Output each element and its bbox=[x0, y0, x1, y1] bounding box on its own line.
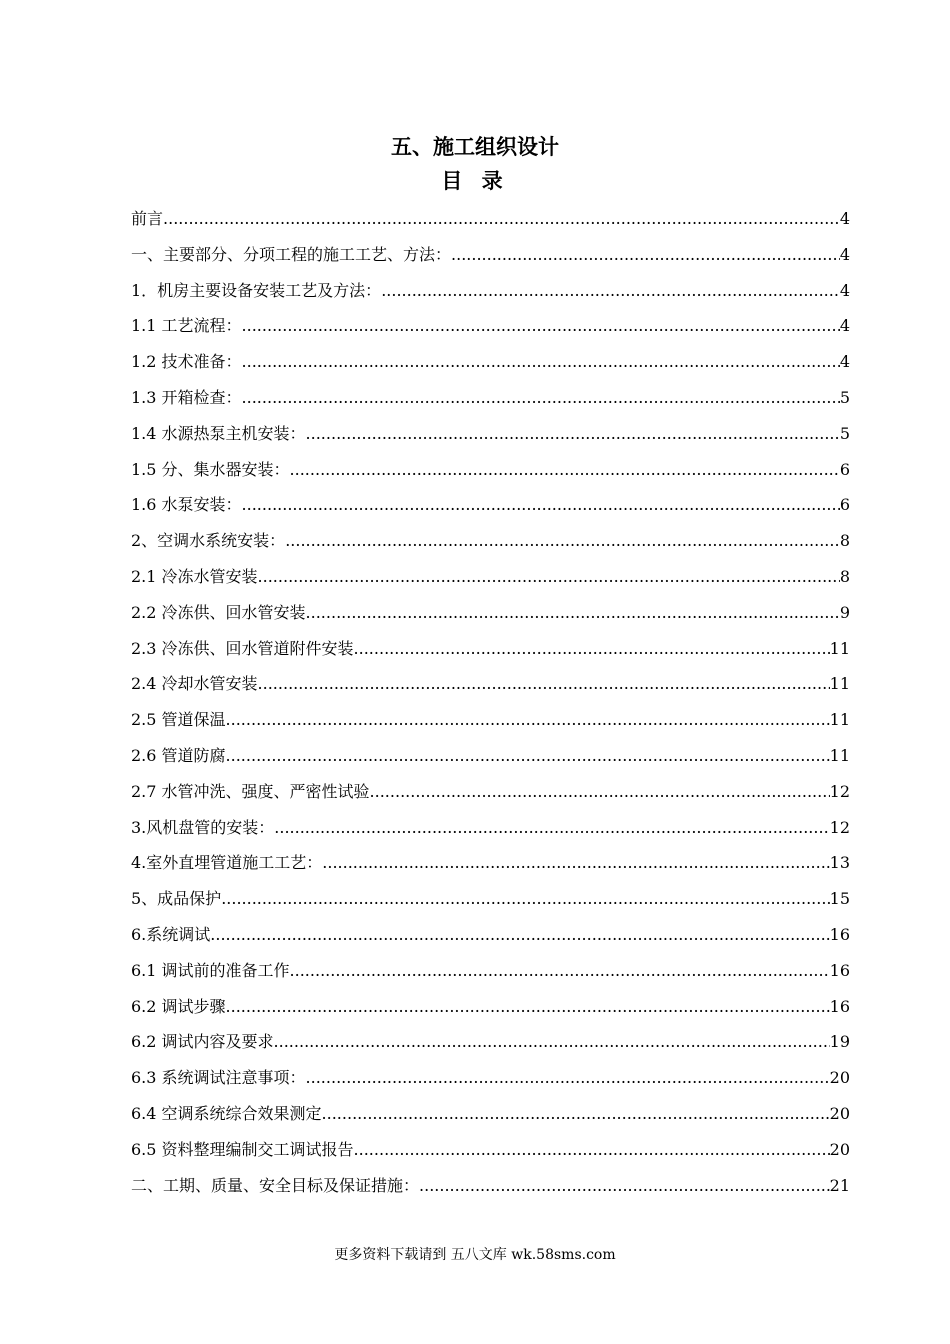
toc-dot-leader bbox=[258, 559, 840, 595]
toc-dot-leader bbox=[226, 738, 830, 774]
toc-entry-label: 6.4 空调系统综合效果测定 bbox=[131, 1103, 322, 1123]
toc-entry-label: 1.2 技术准备： bbox=[131, 352, 242, 372]
toc-entry-label: 2.6 管道防腐 bbox=[131, 745, 226, 765]
toc-entry-label: 2.7 水管冲洗、强度、严密性试验 bbox=[131, 781, 370, 801]
toc-entry-label: 1.4 水源热泵主机安装： bbox=[131, 423, 306, 443]
toc-entry-page-number: 6 bbox=[839, 495, 850, 515]
toc-entry-page-number: 4 bbox=[839, 209, 850, 228]
toc-entry-page-number: 9 bbox=[839, 602, 850, 622]
toc-dot-leader bbox=[258, 666, 830, 702]
toc-entry-label: 3.风机盘管的安装： bbox=[131, 817, 275, 837]
toc-entry-page-number: 19 bbox=[829, 1032, 850, 1052]
toc-entry-label: 2.2 冷冻供、回水管安装 bbox=[131, 602, 306, 622]
toc-entry[interactable] bbox=[131, 273, 850, 309]
toc-entry-label: 2.3 冷冻供、回水管道附件安装 bbox=[131, 638, 354, 658]
toc-entry-page-number: 20 bbox=[829, 1068, 850, 1088]
toc-dot-leader bbox=[322, 845, 829, 881]
toc-entry-page-number: 8 bbox=[839, 566, 850, 586]
toc-entry[interactable] bbox=[131, 452, 850, 488]
toc-entry-label: 一、主要部分、分项工程的施工工艺、方法： bbox=[131, 244, 452, 264]
toc-entry-page-number: 4 bbox=[839, 244, 850, 264]
toc-entry[interactable] bbox=[131, 201, 850, 237]
toc-entry-page-number: 11 bbox=[829, 638, 850, 658]
toc-entry[interactable] bbox=[131, 953, 850, 989]
toc-entry[interactable] bbox=[131, 237, 850, 273]
toc-dot-leader bbox=[306, 1060, 830, 1096]
document-title: 五、施工组织设计 bbox=[391, 134, 559, 159]
toc-entry[interactable] bbox=[131, 1132, 850, 1168]
toc-entry-page-number: 21 bbox=[829, 1175, 850, 1195]
toc-entry[interactable] bbox=[131, 1060, 850, 1096]
toc-entry[interactable] bbox=[131, 738, 850, 774]
toc-entry[interactable] bbox=[131, 344, 850, 380]
toc-dot-leader bbox=[163, 201, 840, 237]
toc-entry-page-number: 11 bbox=[829, 745, 850, 765]
toc-entry-label: 1.5 分、集水器安装： bbox=[131, 459, 290, 479]
toc-dot-leader bbox=[451, 237, 840, 273]
toc-entry-label: 6.2 调试内容及要求 bbox=[131, 1032, 274, 1052]
toc-dot-leader bbox=[306, 595, 840, 631]
toc-dot-leader bbox=[221, 881, 829, 917]
toc-entry-page-number: 16 bbox=[829, 996, 850, 1016]
toc-entry[interactable] bbox=[131, 989, 850, 1025]
toc-entry-label: 4.室外直埋管道施工工艺： bbox=[131, 853, 323, 873]
toc-entry-page-number: 5 bbox=[839, 423, 850, 443]
toc-entry[interactable] bbox=[131, 523, 850, 559]
toc-dot-leader bbox=[226, 989, 830, 1025]
toc-entry-page-number: 6 bbox=[839, 459, 850, 479]
toc-entry[interactable] bbox=[131, 631, 850, 667]
toc-entry-page-number: 11 bbox=[829, 674, 850, 694]
toc-dot-leader bbox=[242, 487, 840, 523]
toc-dot-leader bbox=[354, 631, 830, 667]
toc-entry-page-number: 4 bbox=[839, 316, 850, 336]
toc-entry[interactable] bbox=[131, 881, 850, 917]
toc-entry[interactable] bbox=[131, 666, 850, 702]
toc-entry-page-number: 12 bbox=[829, 817, 850, 837]
toc-dot-leader bbox=[274, 810, 829, 846]
toc-entry[interactable] bbox=[131, 1168, 850, 1204]
toc-entry-label: 6.3 系统调试注意事项： bbox=[131, 1068, 306, 1088]
toc-entry-page-number: 4 bbox=[839, 352, 850, 372]
toc-entry[interactable] bbox=[131, 845, 850, 881]
toc-entry[interactable] bbox=[131, 1096, 850, 1132]
toc-entry-page-number: 4 bbox=[839, 280, 850, 300]
table-of-contents bbox=[131, 201, 850, 1203]
toc-entry[interactable] bbox=[131, 1024, 850, 1060]
toc-entry-page-number: 16 bbox=[829, 960, 850, 980]
toc-entry-page-number: 20 bbox=[829, 1139, 850, 1159]
toc-dot-leader bbox=[210, 917, 829, 953]
toc-entry-label: 1．机房主要设备安装工艺及方法： bbox=[131, 280, 382, 300]
toc-entry[interactable] bbox=[131, 487, 850, 523]
toc-dot-leader bbox=[226, 702, 830, 738]
toc-entry[interactable] bbox=[131, 559, 850, 595]
toc-entry-page-number: 8 bbox=[839, 531, 850, 551]
toc-entry-label: 前言 bbox=[131, 209, 164, 228]
toc-dot-leader bbox=[381, 273, 840, 309]
toc-heading: 目 录 bbox=[441, 168, 509, 193]
toc-dot-leader bbox=[322, 1096, 830, 1132]
toc-entry-label: 5、成品保护 bbox=[131, 889, 222, 909]
toc-dot-leader bbox=[242, 308, 840, 344]
toc-entry-label: 1.3 开箱检查： bbox=[131, 387, 242, 407]
toc-dot-leader bbox=[306, 416, 840, 452]
toc-dot-leader bbox=[274, 1024, 830, 1060]
toc-entry-label: 6.系统调试 bbox=[131, 924, 211, 944]
toc-entry[interactable] bbox=[131, 917, 850, 953]
toc-entry-label: 2.4 冷却水管安装 bbox=[131, 674, 258, 694]
toc-dot-leader bbox=[354, 1132, 830, 1168]
toc-dot-leader bbox=[242, 380, 840, 416]
toc-entry-label: 6.5 资料整理编制交工调试报告 bbox=[131, 1139, 354, 1159]
toc-dot-leader bbox=[419, 1168, 830, 1204]
toc-entry-page-number: 20 bbox=[829, 1103, 850, 1123]
toc-entry-page-number: 15 bbox=[829, 889, 850, 909]
toc-dot-leader bbox=[290, 452, 840, 488]
toc-entry[interactable] bbox=[131, 595, 850, 631]
toc-dot-leader bbox=[285, 523, 840, 559]
toc-entry-page-number: 12 bbox=[829, 781, 850, 801]
toc-entry-label: 2.1 冷冻水管安装 bbox=[131, 566, 258, 586]
toc-entry[interactable] bbox=[131, 308, 850, 344]
toc-entry-label: 6.2 调试步骤 bbox=[131, 996, 226, 1016]
toc-entry-page-number: 16 bbox=[829, 924, 850, 944]
toc-entry-label: 2、空调水系统安装： bbox=[131, 531, 286, 551]
toc-entry-label: 2.5 管道保温 bbox=[131, 710, 226, 730]
page-footer: 更多资料下载请到 五八文库 wk.58sms.com bbox=[334, 1247, 616, 1263]
toc-entry-label: 二、工期、质量、安全目标及保证措施： bbox=[131, 1175, 420, 1195]
toc-entry-label: 1.6 水泵安装： bbox=[131, 495, 242, 515]
toc-entry-page-number: 11 bbox=[829, 710, 850, 730]
toc-entry-label: 6.1 调试前的准备工作 bbox=[131, 960, 290, 980]
toc-entry-label: 1.1 工艺流程： bbox=[131, 316, 242, 336]
toc-entry-page-number: 13 bbox=[829, 853, 850, 873]
toc-entry[interactable] bbox=[131, 810, 850, 846]
toc-entry[interactable] bbox=[131, 416, 850, 452]
toc-dot-leader bbox=[242, 344, 840, 380]
toc-entry[interactable] bbox=[131, 702, 850, 738]
toc-entry[interactable] bbox=[131, 774, 850, 810]
toc-entry[interactable] bbox=[131, 380, 850, 416]
toc-dot-leader bbox=[370, 774, 830, 810]
toc-dot-leader bbox=[290, 953, 830, 989]
toc-entry-page-number: 5 bbox=[839, 387, 850, 407]
